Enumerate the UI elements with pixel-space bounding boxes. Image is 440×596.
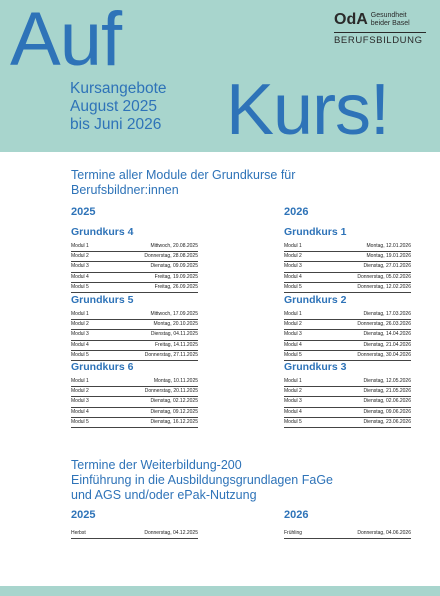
module-date: Montag, 20.10.2025	[153, 321, 198, 328]
module-label: Modul 2	[284, 321, 302, 328]
module-label: Modul 5	[284, 418, 302, 425]
module-label: Modul 5	[284, 283, 302, 290]
subtitle-line: bis Juni 2026	[70, 116, 162, 133]
module-date: Freitag, 26.09.2025	[154, 283, 198, 290]
course-block	[284, 226, 411, 293]
course-title: Grundkurs 2	[284, 294, 347, 306]
logo-department: BERUFSBILDUNG	[334, 35, 423, 46]
course-block	[284, 294, 411, 361]
subtitle-line: August 2025	[70, 98, 158, 115]
module-label: Modul 4	[284, 273, 302, 280]
module-date: Freitag, 19.09.2025	[154, 273, 198, 280]
schedule-row	[284, 310, 411, 320]
section2-title	[71, 458, 333, 503]
module-date: Donnerstag, 26.03.2026	[357, 321, 411, 328]
module-label: Modul 2	[71, 321, 89, 328]
module-date: Dienstag, 14.04.2026	[363, 331, 411, 338]
course-title: Grundkurs 5	[71, 294, 134, 306]
module-date: Dienstag, 02.06.2026	[363, 398, 411, 405]
schedule-row	[71, 242, 198, 252]
schedule-row	[71, 273, 198, 283]
module-label: Modul 2	[284, 253, 302, 260]
schedule-row	[284, 408, 411, 418]
module-date: Dienstag, 21.04.2026	[363, 341, 411, 348]
module-label: Modul 3	[71, 331, 89, 338]
module-label: Modul 1	[284, 243, 302, 249]
schedule-row	[71, 397, 198, 407]
module-date: Dienstag, 09.09.2025	[150, 263, 198, 270]
hero-banner	[0, 0, 440, 152]
module-label: Modul 5	[71, 351, 89, 358]
module-label: Modul 5	[71, 283, 89, 290]
module-label: Modul 1	[71, 311, 89, 317]
module-label: Modul 4	[71, 273, 89, 280]
module-label: Modul 5	[71, 418, 89, 425]
module-date: Donnerstag, 05.02.2026	[357, 273, 411, 280]
module-label: Modul 4	[71, 408, 89, 415]
section1-title	[71, 168, 295, 198]
module-label: Modul 2	[71, 388, 89, 395]
module-date: Montag, 19.01.2026	[366, 253, 411, 260]
module-label: Modul 3	[284, 398, 302, 405]
logo-org	[371, 12, 410, 28]
course-block	[284, 361, 411, 428]
schedule-row	[71, 351, 198, 361]
module-date: Montag, 12.01.2026	[366, 243, 411, 249]
module-label: Modul 4	[284, 408, 302, 415]
schedule-row	[284, 418, 411, 428]
hero-word-auf: Auf	[10, 0, 122, 82]
course-block	[71, 294, 198, 361]
oda-logo	[334, 12, 426, 46]
schedule-row	[284, 330, 411, 340]
module-date: Dienstag, 12.05.2026	[363, 378, 411, 384]
schedule-row	[71, 252, 198, 262]
schedule-row	[71, 262, 198, 272]
section1-title-line: Termine aller Module der Grundkurse für	[71, 168, 296, 182]
module-date: Dienstag, 09.06.2026	[363, 408, 411, 415]
module-date: Donnerstag, 28.08.2025	[144, 253, 198, 260]
year-2026: 2026	[284, 206, 309, 218]
schedule-row	[71, 377, 198, 387]
schedule-row	[284, 387, 411, 397]
hero-word-kurs: Kurs!	[226, 70, 390, 150]
schedule-row	[71, 408, 198, 418]
module-date: Dienstag, 21.05.2026	[363, 388, 411, 395]
schedule-row	[71, 330, 198, 340]
schedule-row	[71, 341, 198, 351]
module-date: Freitag, 14.11.2025	[155, 341, 198, 348]
module-date: Dienstag, 17.03.2026	[363, 311, 411, 317]
schedule-row	[284, 529, 411, 539]
course-title: Grundkurs 6	[71, 361, 134, 373]
logo-org-line: Gesundheit	[370, 12, 407, 19]
module-date: Dienstag, 04.11.2025	[150, 331, 198, 338]
module-label: Modul 4	[71, 341, 89, 348]
module-date: Mittwoch, 20.08.2025	[150, 243, 198, 249]
schedule-row	[71, 418, 198, 428]
module-label: Modul 2	[284, 388, 302, 395]
schedule-row	[71, 320, 198, 330]
subtitle-line: Kursangebote	[70, 80, 167, 97]
wb-block	[284, 529, 411, 539]
module-label: Modul 5	[284, 351, 302, 358]
section2-title-line: Einführung in die Ausbildungsgrundlagen FaGe	[71, 473, 333, 487]
course-title: Grundkurs 1	[284, 226, 347, 238]
hero-subtitle	[70, 80, 167, 134]
schedule-row	[284, 351, 411, 361]
schedule-row	[284, 262, 411, 272]
module-date: Donnerstag, 04.12.2025	[144, 530, 198, 536]
schedule-row	[284, 320, 411, 330]
module-date: Montag, 10.11.2025	[153, 378, 198, 384]
footer-band	[0, 586, 440, 596]
schedule-row	[71, 387, 198, 397]
course-title: Grundkurs 3	[284, 361, 347, 373]
module-label: Modul 3	[284, 263, 302, 270]
module-date: Donnerstag, 30.04.2026	[357, 351, 411, 358]
module-label: Modul 3	[71, 398, 89, 405]
module-label: Modul 1	[284, 311, 302, 317]
schedule-row	[284, 273, 411, 283]
section2-title-line: Termine der Weiterbildung-200	[71, 458, 242, 472]
logo-rule	[334, 32, 426, 33]
module-date: Dienstag, 27.01.2026	[363, 263, 411, 270]
year-2025: 2025	[71, 206, 96, 218]
section2-title-line: und AGS und/oder ePak-Nutzung	[71, 488, 257, 502]
module-date: Donnerstag, 20.11.2025	[144, 388, 198, 395]
module-label: Modul 2	[71, 253, 89, 260]
schedule-row	[284, 252, 411, 262]
module-label: Modul 1	[71, 378, 89, 384]
logo-org-line: beider Basel	[370, 20, 410, 27]
schedule-row	[284, 397, 411, 407]
module-label: Modul 1	[284, 378, 302, 384]
module-date: Dienstag, 23.06.2026	[363, 418, 411, 425]
module-label: Frühling	[284, 530, 303, 536]
module-date: Dienstag, 16.12.2025	[150, 418, 198, 425]
schedule-row	[71, 283, 198, 293]
module-date: Dienstag, 02.12.2025	[150, 398, 198, 405]
year-2026-wb: 2026	[284, 509, 309, 521]
schedule-row	[284, 377, 411, 387]
logo-abbr: OdA	[334, 11, 368, 28]
schedule-row	[284, 283, 411, 293]
module-label: Modul 3	[71, 263, 89, 270]
course-block	[71, 361, 198, 428]
module-label: Herbst	[71, 530, 86, 536]
module-date: Dienstag, 09.12.2025	[150, 408, 198, 415]
course-title: Grundkurs 4	[71, 226, 134, 238]
schedule-row	[284, 242, 411, 252]
module-label: Modul 4	[284, 341, 302, 348]
module-date: Donnerstag, 12.02.2026	[357, 283, 411, 290]
wb-block	[71, 529, 198, 539]
year-2025-wb: 2025	[71, 509, 96, 521]
module-label: Modul 3	[284, 331, 302, 338]
schedule-row	[71, 310, 198, 320]
course-block	[71, 226, 198, 293]
module-label: Modul 1	[71, 243, 89, 249]
module-date: Donnerstag, 04.06.2026	[357, 530, 411, 536]
module-date: Mittwoch, 17.09.2025	[150, 311, 198, 317]
module-date: Donnerstag, 27.11.2025	[144, 351, 198, 358]
schedule-row	[284, 341, 411, 351]
section1-title-line: Berufsbildner:innen	[71, 183, 179, 197]
schedule-row	[71, 529, 198, 539]
